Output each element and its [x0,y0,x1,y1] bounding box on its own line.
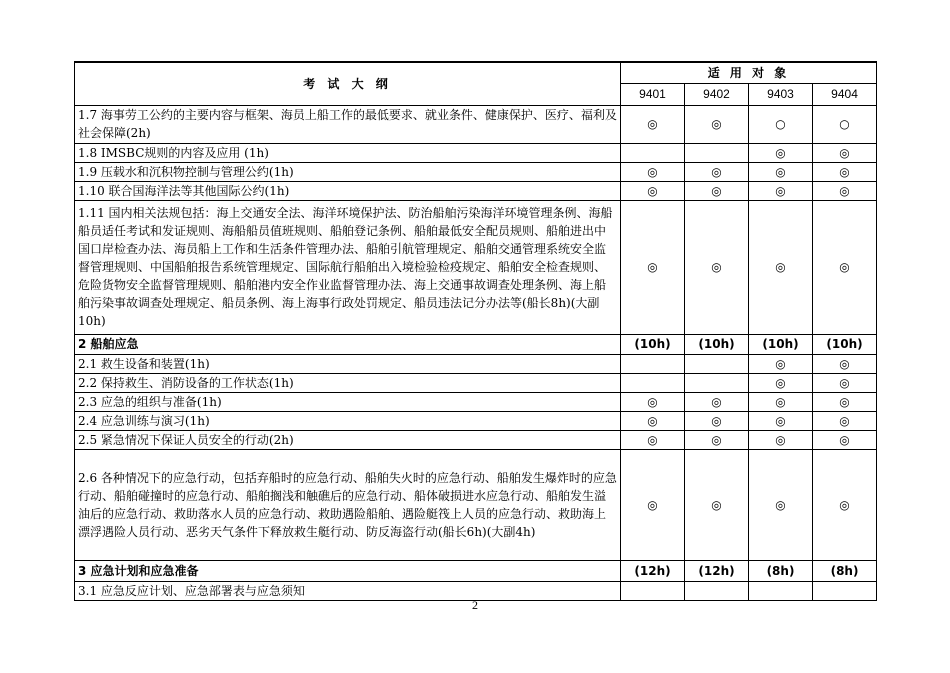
applicability-mark: ◎ [621,411,685,430]
section-title: 3 应急计划和应急准备 [75,560,621,581]
applicability-mark: ◎ [685,449,749,560]
applicability-mark: ◎ [813,373,877,392]
hours-cell: (12h) [621,560,685,581]
table-row [75,354,877,373]
section-row [75,560,877,581]
applicability-mark: ◎ [685,162,749,181]
applicability-mark: ◎ [621,430,685,449]
applicability-mark: ◎ [749,200,813,334]
applicability-mark: ◎ [685,430,749,449]
table-row [75,143,877,162]
applicability-mark: ◎ [685,411,749,430]
syllabus-item: 2.4 应急训练与演习(1h) [75,411,621,430]
applicability-mark [685,373,749,392]
applicability-mark: ◎ [749,411,813,430]
page-number: 2 [472,598,478,612]
section-title: 2 船舶应急 [75,334,621,354]
applicability-mark: ◎ [813,392,877,411]
applicability-mark: ◎ [813,162,877,181]
exam-outline-header: 考 试 大 纲 [75,62,621,105]
hours-cell: (10h) [813,334,877,354]
syllabus-item: 2.6 各种情况下的应急行动，包括弃船时的应急行动、船舶失火时的应急行动、船舶发生爆炸时的应急行动、船舶碰撞时的应急行动、船舶搁浅和触礁后的应急行动、船体破损进水应急行动、船舶发生溢油后的应急行动、救助落水人员的应急行动、救助遇险船舶、遇险艇筏上人员的应急行动、救助海上漂浮遇险人员行动、恶劣天气条件下释放救生艇行动、防反海盗行动(船长6h)(大副4h) [75,449,621,560]
syllabus-item: 2.2 保持救生、消防设备的工作状态(1h) [75,373,621,392]
applicability-mark: ◎ [685,181,749,200]
syllabus-item: 1.9 压载水和沉积物控制与管理公约(1h) [75,162,621,181]
applicability-mark: ◎ [749,392,813,411]
section-row [75,334,877,354]
applicability-mark: ◎ [749,449,813,560]
applicable-target-header: 适 用 对 象 [621,62,877,83]
hours-cell: (8h) [813,560,877,581]
applicability-mark: ◎ [749,373,813,392]
code-9402-header: 9402 [685,83,749,105]
hours-cell: (10h) [621,334,685,354]
code-9404-header: 9404 [813,83,877,105]
code-9401-header: 9401 [621,83,685,105]
applicability-mark: ◎ [813,430,877,449]
applicability-mark: ○ [749,105,813,143]
syllabus-item: 1.7 海事劳工公约的主要内容与框架、海员上船工作的最低要求、就业条件、健康保护、医疗、福利及社会保障(2h) [75,105,621,143]
applicability-mark: ◎ [813,354,877,373]
applicability-mark: ◎ [749,181,813,200]
applicability-mark: ○ [813,105,877,143]
applicability-mark [621,373,685,392]
applicability-mark: ◎ [685,105,749,143]
table-row [75,373,877,392]
applicability-mark: ◎ [685,392,749,411]
table-row [75,105,877,143]
table-row [75,181,877,200]
syllabus-item: 1.8 IMSBC规则的内容及应用 (1h) [75,143,621,162]
hours-cell: (8h) [749,560,813,581]
applicability-mark: ◎ [813,449,877,560]
syllabus-table [74,61,877,601]
applicability-mark: ◎ [813,200,877,334]
hours-cell: (12h) [685,560,749,581]
applicability-mark: ◎ [749,143,813,162]
applicability-mark [621,354,685,373]
table-row [75,392,877,411]
code-9403-header: 9403 [749,83,813,105]
applicability-mark [685,354,749,373]
hours-cell: (10h) [749,334,813,354]
syllabus-item: 2.1 救生设备和装置(1h) [75,354,621,373]
applicability-mark: ◎ [621,105,685,143]
header-row [75,62,877,83]
hours-cell: (10h) [685,334,749,354]
applicability-mark: ◎ [749,162,813,181]
applicability-mark: ◎ [813,181,877,200]
table-row [75,162,877,181]
applicability-mark: ◎ [685,200,749,334]
table-row [75,200,877,334]
applicability-mark [621,143,685,162]
applicability-mark: ◎ [621,392,685,411]
table-row [75,411,877,430]
applicability-mark [685,143,749,162]
applicability-mark: ◎ [621,449,685,560]
applicability-mark: ◎ [813,411,877,430]
syllabus-item: 2.5 紧急情况下保证人员安全的行动(2h) [75,430,621,449]
syllabus-item: 2.3 应急的组织与准备(1h) [75,392,621,411]
table-row [75,449,877,560]
applicability-mark: ◎ [749,430,813,449]
syllabus-item: 3.1 应急反应计划、应急部署表与应急须知 [75,581,621,600]
applicability-mark: ◎ [621,181,685,200]
syllabus-item: 1.10 联合国海洋法等其他国际公约(1h) [75,181,621,200]
applicability-mark: ◎ [621,162,685,181]
syllabus-item: 1.11 国内相关法规包括：海上交通安全法、海洋环境保护法、防治船舶污染海洋环境管理条例、海船船员适任考试和发证规则、海船船员值班规则、船舶登记条例、船舶最低安全配员规则、船舶进出中国口岸检查办法、海员船上工作和生活条件管理办法、船舶引航管理规定、船舶交通管理系统安全监督管理规则、中国船舶报告系统管理规定、国际航行船舶出入境检验检疫规定、船舶安全检查规则、危险货物安全监督管理规则、船舶港内安全作业监督管理办法、海上交通事故调查处理条例、海上船舶污染事故调查处理规定、船员条例、海上海事行政处罚规定、船员违法记分办法等(船长8h)(大副10h) [75,200,621,334]
applicability-mark: ◎ [621,200,685,334]
table-row [75,430,877,449]
applicability-mark: ◎ [813,143,877,162]
applicability-mark: ◎ [749,354,813,373]
